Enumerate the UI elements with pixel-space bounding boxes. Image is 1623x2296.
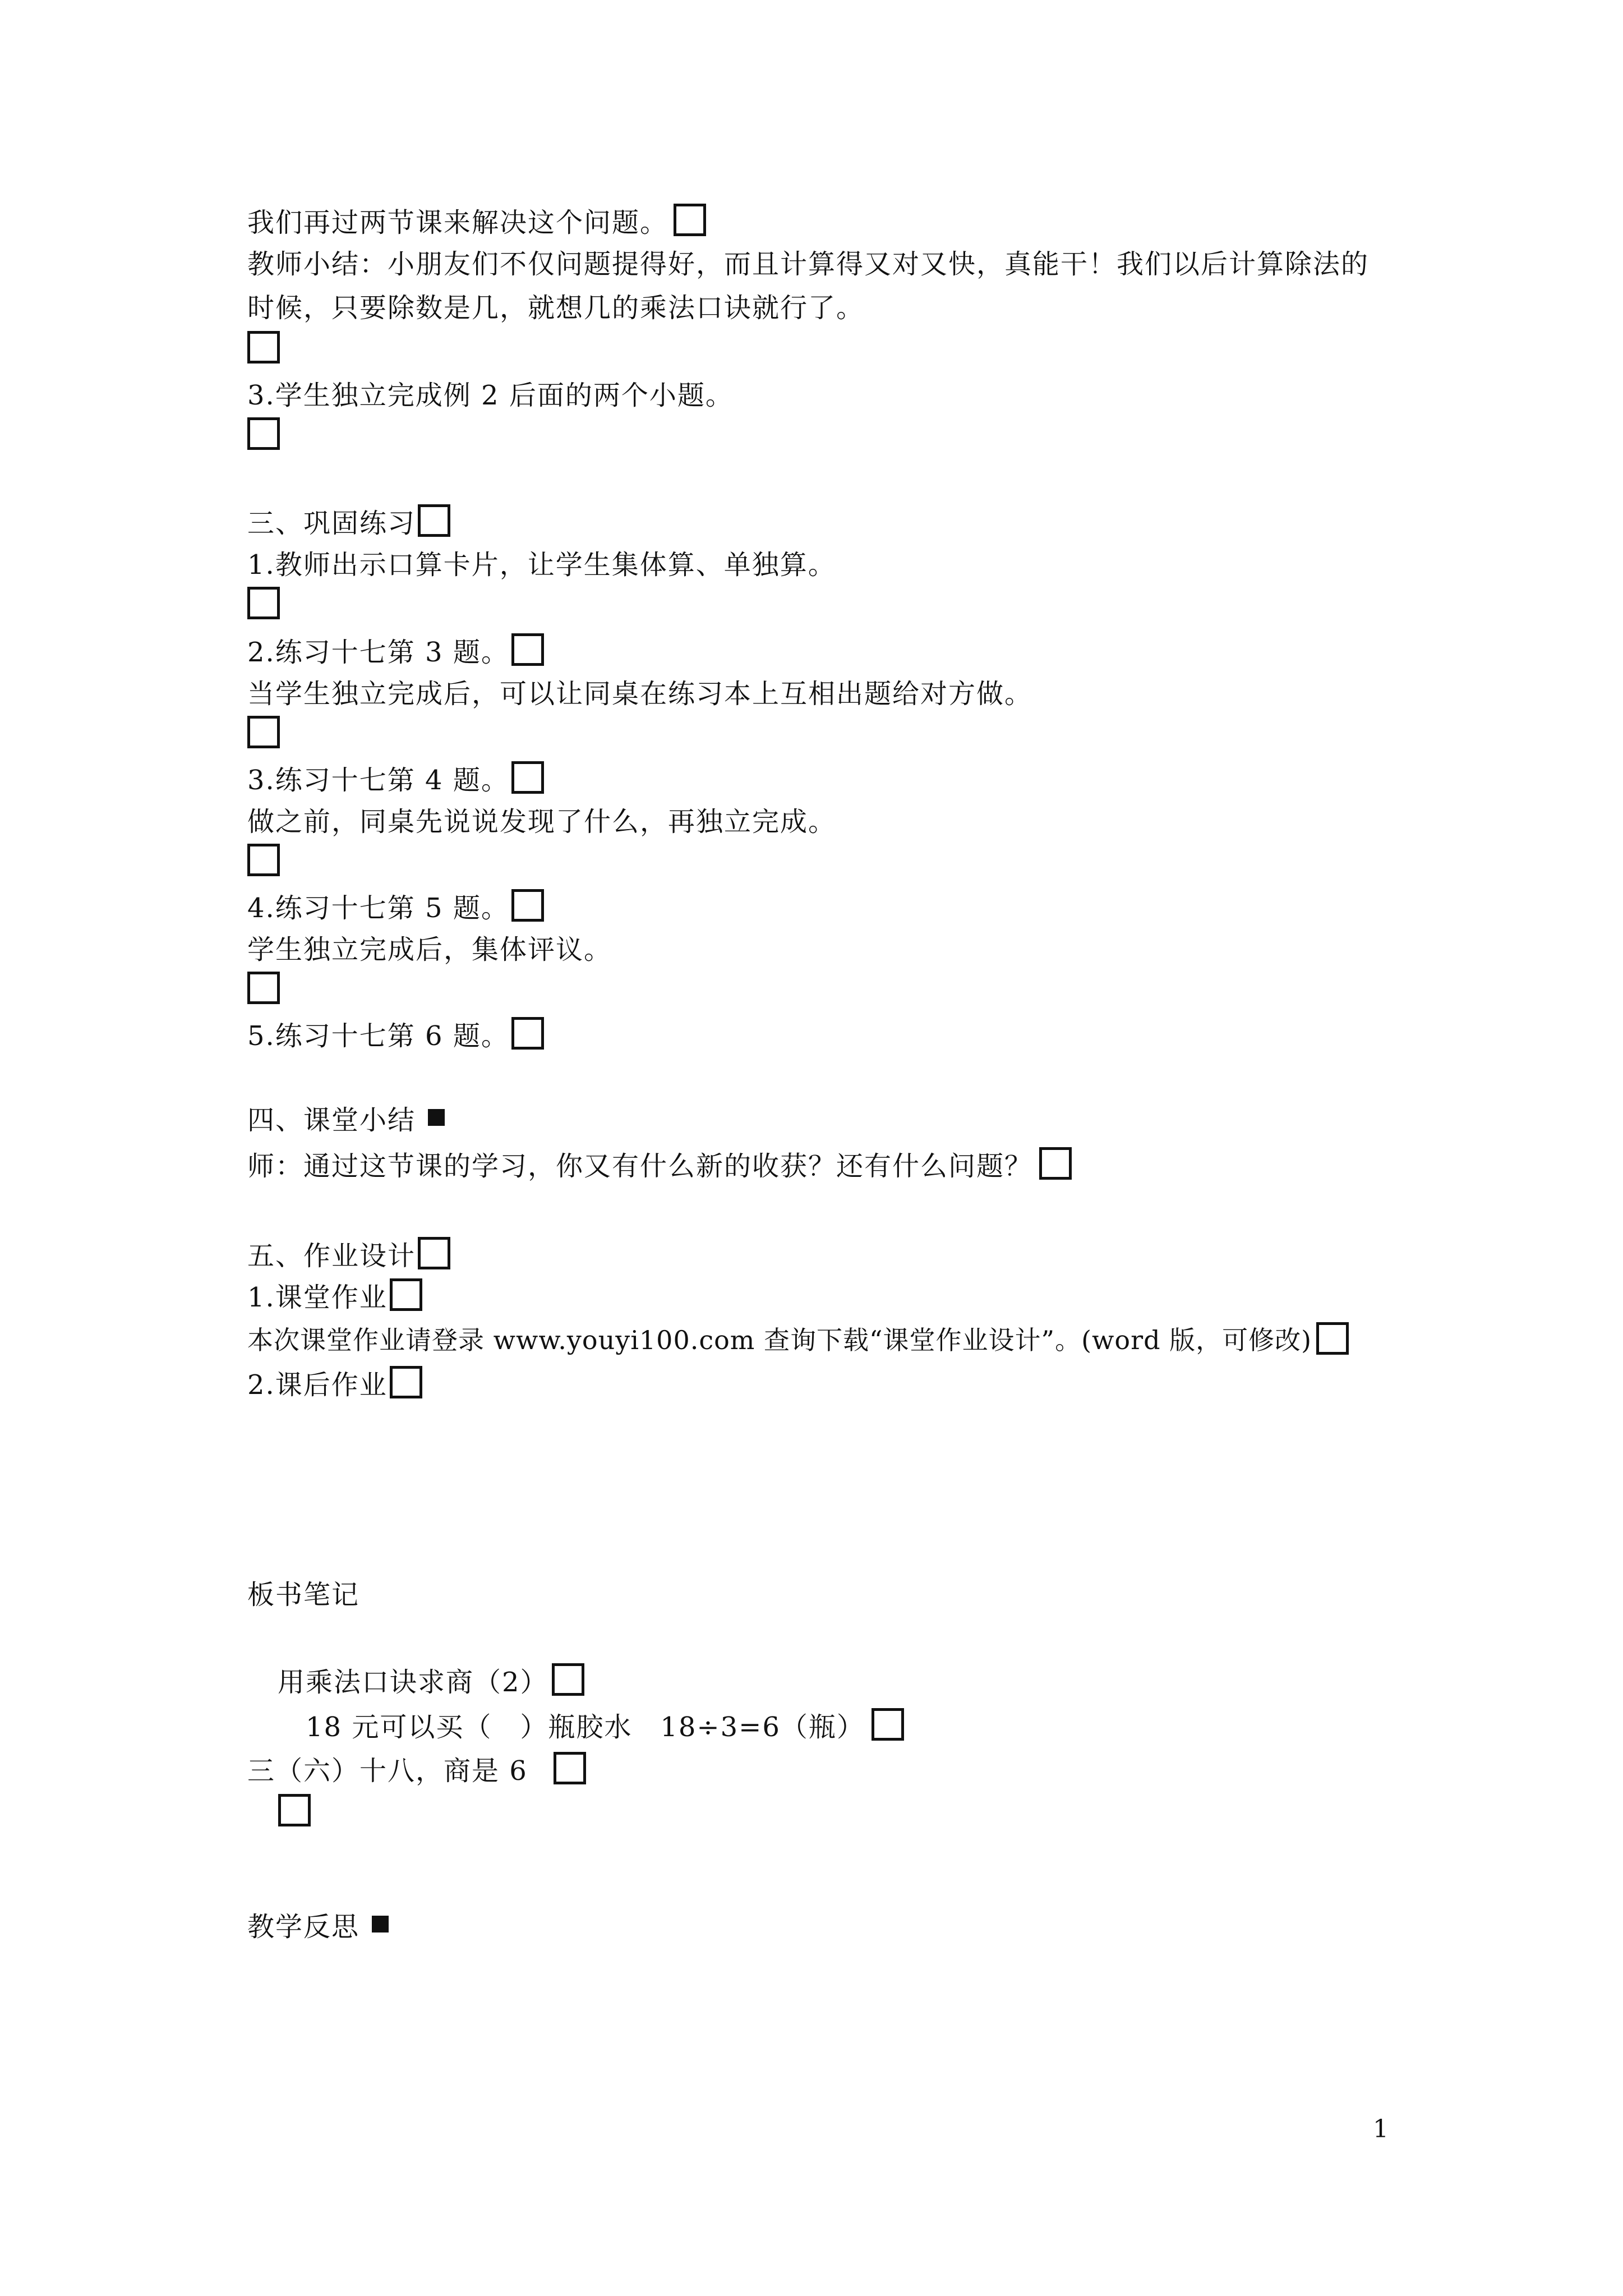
section-heading: [247, 1098, 445, 1137]
empty-box: [390, 1366, 422, 1398]
empty-box: [418, 1237, 450, 1269]
empty-box: [552, 1663, 584, 1696]
line-text: 当学生独立完成后，可以让同桌在练习本上互相出题给对方做。: [247, 678, 1033, 710]
text-line: [247, 374, 734, 412]
text-line: [247, 886, 544, 924]
board-line: [306, 1705, 904, 1743]
text-line: [247, 672, 1032, 710]
line-text: 我们再过两节课来解决这个问题。: [247, 206, 668, 238]
empty-box: [1039, 1147, 1072, 1180]
line-text: 用乘法口诀求商（2）: [278, 1666, 548, 1698]
empty-box: [247, 587, 280, 619]
empty-box: [247, 331, 280, 364]
empty-box: [278, 1794, 311, 1826]
line-text: 2.练习十七第 3 题。: [247, 636, 509, 668]
section-heading: [247, 1234, 450, 1272]
board-title: [278, 1660, 584, 1699]
line-text: 三、巩固练习: [247, 507, 416, 539]
empty-box: [511, 761, 544, 794]
empty-box: [390, 1278, 422, 1311]
line-text: 五、作业设计: [247, 1240, 416, 1272]
text-line: [247, 201, 706, 239]
board-line: [247, 1749, 586, 1787]
line-text: 1.课堂作业: [247, 1281, 388, 1313]
section-heading: [247, 501, 450, 540]
line-text: 5.练习十七第 6 题。: [247, 1020, 509, 1052]
line-text: 四、课堂小结: [247, 1104, 416, 1136]
text-line: [247, 928, 612, 966]
text-line: [247, 631, 544, 669]
empty-box: [511, 1017, 544, 1050]
line-text: 学生独立完成后，集体评议。: [247, 933, 612, 965]
empty-box: [247, 716, 280, 748]
filled-square-mark: [428, 1109, 445, 1126]
text-line: [247, 543, 836, 581]
empty-box: [674, 204, 706, 236]
line-text: 3.练习十七第 4 题。: [247, 764, 509, 796]
line-text: 4.练习十七第 5 题。: [247, 892, 509, 924]
text-line: [247, 1319, 1349, 1358]
line-text: 18 元可以买（ ）瓶胶水 18÷3=6（瓶）: [306, 1711, 865, 1743]
text-line: [247, 800, 836, 838]
filled-square-mark: [372, 1916, 389, 1932]
line-text: 教学反思: [247, 1911, 360, 1943]
text-line: [247, 758, 544, 797]
empty-box: [247, 844, 280, 876]
line-text: 1.教师出示口算卡片，让学生集体算、单独算。: [247, 549, 836, 581]
empty-box: [872, 1708, 904, 1741]
empty-box: [247, 972, 280, 1004]
section-heading: [247, 1905, 389, 1943]
line-text: 教师小结：小朋友们不仅问题提得好，而且计算得又对又快，真能干！我们以后计算除法的: [247, 248, 1370, 280]
empty-box: [1316, 1322, 1349, 1355]
text-line: [247, 286, 864, 324]
text-line: [247, 1276, 422, 1314]
empty-box: [511, 633, 544, 666]
text-line: [247, 1363, 422, 1401]
empty-box: [511, 889, 544, 922]
empty-box: [247, 417, 280, 450]
empty-box: [418, 504, 450, 537]
line-text: 2.课后作业: [247, 1369, 388, 1401]
text-line: [247, 242, 1369, 280]
page-number: 1: [1373, 2115, 1389, 2143]
line-text: 板书笔记: [247, 1579, 360, 1611]
line-text: 本次课堂作业请登录 www.youyi100.com 查询下载“课堂作业设计”。(word 版，可修改): [247, 1325, 1312, 1355]
line-text: 时候，只要除数是几，就想几的乘法口诀就行了。: [247, 292, 865, 324]
section-heading: [247, 1573, 359, 1611]
line-text: 三（六）十八，商是 6: [247, 1755, 528, 1787]
text-line: [247, 1014, 544, 1052]
line-text: 3.学生独立完成例 2 后面的两个小题。: [247, 379, 734, 411]
empty-box: [554, 1752, 586, 1784]
text-line: [247, 1144, 1072, 1182]
line-text: 师：通过这节课的学习，你又有什么新的收获？还有什么问题？: [247, 1150, 1033, 1182]
line-text: 做之前，同桌先说说发现了什么，再独立完成。: [247, 806, 837, 838]
